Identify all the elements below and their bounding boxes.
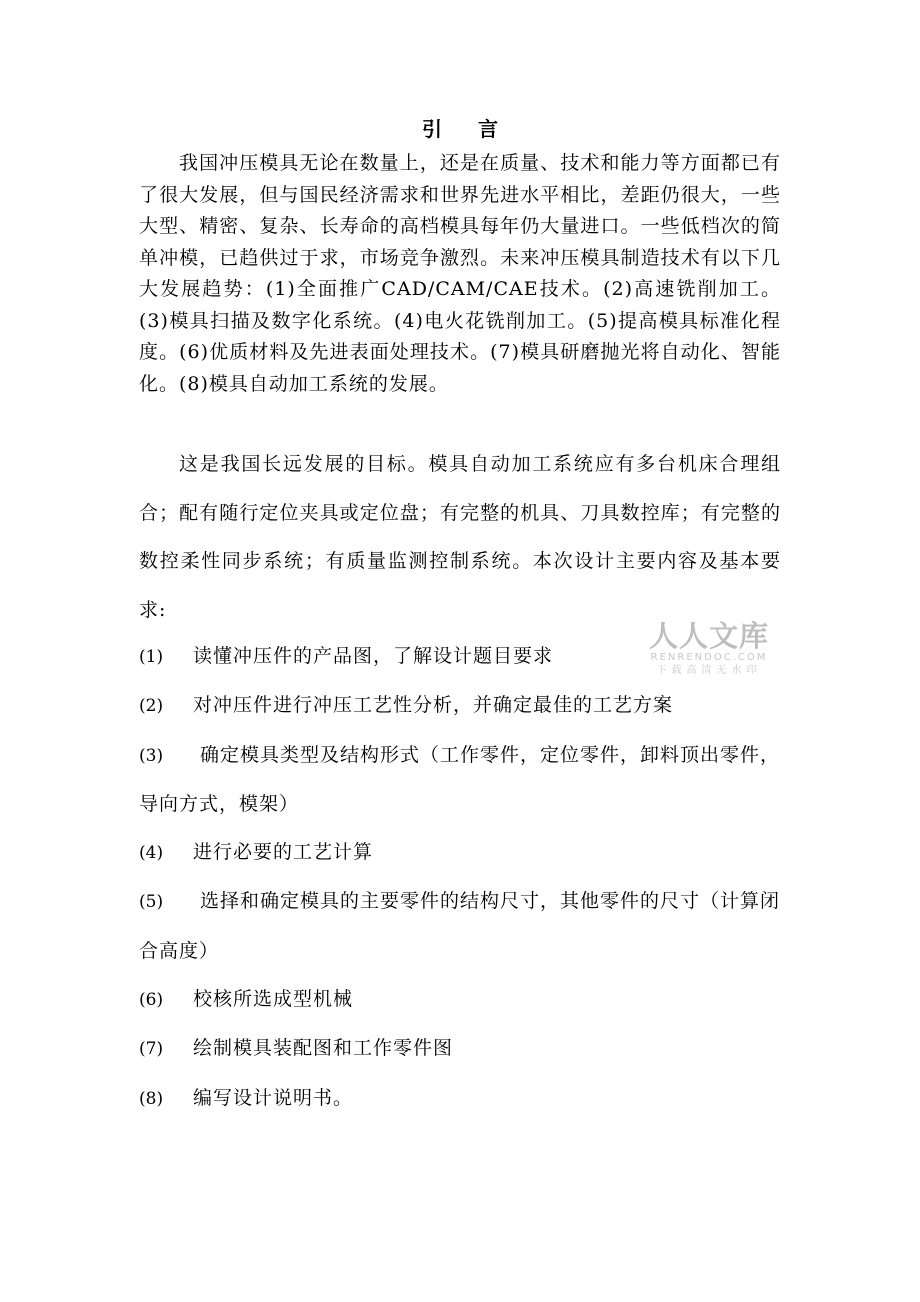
list-item-text: 进行必要的工艺计算 bbox=[193, 841, 374, 864]
list-item bbox=[139, 1074, 789, 1123]
list-item-text: 确定模具类型及结构形式（工作零件，定位零件，卸料顶出零件，导向方式，模架） bbox=[139, 743, 781, 815]
intro-paragraph: 我国冲压模具无论在数量上，还是在质量、技术和能力等方面都已有了很大发展，但与国民经济需求和世界先进水平相比，差距仍很大，一些大型、精密、复杂、长寿命的高档模具每年仍大量进口。一些低档次的简单冲模，已趋供过于求，市场竞争激烈。未来冲压模具制造技术有以下几大发展趋势：(1)全面推广CAD/CAM/CAE技术。(2)高速铣削加工。(3)模具扫描及数字化系统。(4)电火花铣削加工。(5)提高模具标准化程度。(6)优质材料及先进表面处理技术。(7)模具研磨抛光将自动化、智能化。(8)模具自动加工系统的发展。 bbox=[139, 152, 781, 395]
requirements-list bbox=[139, 632, 789, 1123]
watermark-brand: 人人文库 bbox=[648, 619, 769, 653]
list-item-text: 编写设计说明书。 bbox=[193, 1086, 354, 1109]
page-title bbox=[0, 114, 920, 144]
watermark-tagline: 下载高清无水印 bbox=[656, 665, 762, 676]
list-item-number: (4) bbox=[139, 843, 164, 864]
list-item-text: 绘制模具装配图和工作零件图 bbox=[193, 1037, 454, 1060]
list-item bbox=[139, 828, 789, 877]
list-item bbox=[139, 681, 789, 730]
list-item-number: (3) bbox=[139, 745, 164, 766]
list-item-number: (8) bbox=[139, 1088, 164, 1109]
watermark-domain: RENRENDOC.COM bbox=[650, 652, 768, 663]
list-item-number: (7) bbox=[139, 1039, 164, 1060]
title-char-2: 言 bbox=[478, 117, 498, 141]
list-item-number: (2) bbox=[139, 696, 164, 717]
list-item bbox=[139, 1024, 789, 1073]
list-item bbox=[139, 731, 789, 829]
list-item-text: 读懂冲压件的产品图，了解设计题目要求 bbox=[193, 645, 554, 667]
list-item bbox=[139, 632, 789, 681]
list-item-number: (5) bbox=[139, 892, 164, 913]
list-item bbox=[139, 877, 789, 975]
list-item-number: (6) bbox=[139, 990, 164, 1011]
list-item bbox=[139, 975, 789, 1024]
title-char-1: 引 bbox=[422, 117, 442, 141]
list-item-text: 校核所选成型机械 bbox=[193, 988, 354, 1011]
list-item-text: 对冲压件进行冲压工艺性分析，并确定最佳的工艺方案 bbox=[193, 694, 674, 717]
goal-paragraph: 这是我国长远发展的目标。模具自动加工系统应有多台机床合理组合；配有随行定位夹具或定位盘；有完整的机具、刀具数控库；有完整的数控柔性同步系统；有质量监测控制系统。本次设计主要内容及基本要求: bbox=[139, 453, 781, 621]
list-item-number: (1) bbox=[139, 647, 164, 667]
list-item-text: 选择和确定模具的主要零件的结构尺寸，其他零件的尺寸（计算闭合高度） bbox=[139, 890, 781, 962]
